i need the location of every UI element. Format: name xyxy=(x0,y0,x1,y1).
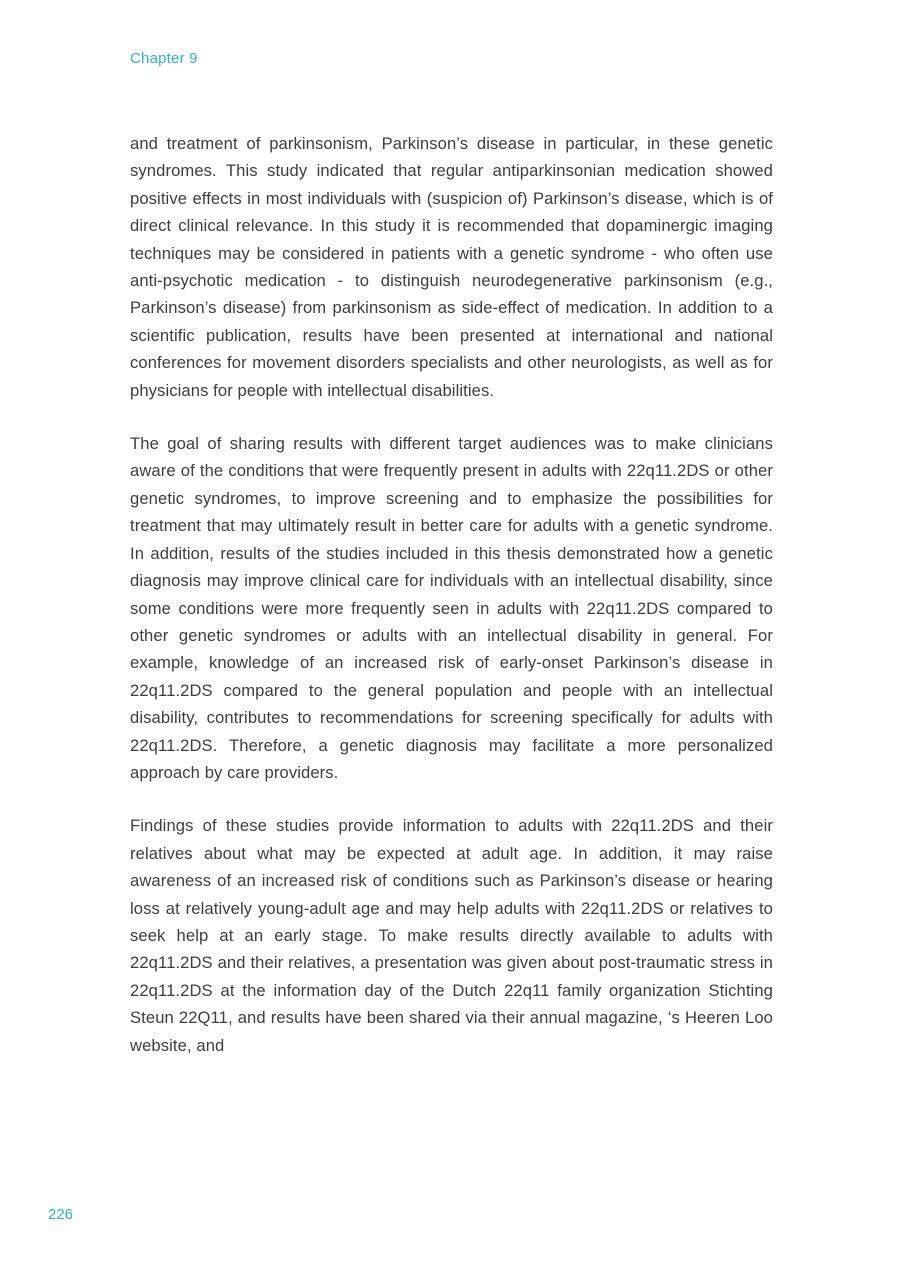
page-body-text xyxy=(130,130,773,1059)
paragraph-3: Findings of these studies provide information to adults with 22q11.2DS and their relatives about what may be expected at adult age. In addition, it may raise awareness of an increased risk of conditions such as Parkinson’s disease or hearing loss at relatively young-adult age and may help adults with 22q11.2DS or relatives to seek help at an early stage. To make results directly available to adults with 22q11.2DS and their relatives, a presentation was given about post-traumatic stress in 22q11.2DS at the information day of the Dutch 22q11 family organization Stichting Steun 22Q11, and results have been shared via their annual magazine, ‘s Heeren Loo website, and xyxy=(130,816,773,1055)
chapter-header: Chapter 9 xyxy=(130,50,198,67)
paragraph-1: and treatment of parkinsonism, Parkinson’s disease in particular, in these genetic syndromes. This study indicated that regular antiparkinsonian medication showed positive effects in most individuals with (suspicion of) Parkinson’s disease, which is of direct clinical relevance. In this study it is recommended that dopaminergic imaging techniques may be considered in patients with a genetic syndrome - who often use anti-psychotic medication - to distinguish neurodegenerative parkinsonism (e.g., Parkinson’s disease) from parkinsonism as side-effect of medication. In addition to a scientific publication, results have been presented at international and national conferences for movement disorders specialists and other neurologists, as well as for physicians for people with intellectual disabilities. xyxy=(130,134,773,400)
page-number: 226 xyxy=(48,1206,74,1223)
paragraph-2: The goal of sharing results with different target audiences was to make clinicians aware of the conditions that were frequently present in adults with 22q11.2DS or other genetic syndromes, to improve screening and to emphasize the possibilities for treatment that may ultimately result in better care for adults with a genetic syndrome. In addition, results of the studies included in this thesis demonstrated how a genetic diagnosis may improve clinical care for individuals with an intellectual disability, since some conditions were more frequently seen in adults with 22q11.2DS compared to other genetic syndromes or adults with an intellectual disability in general. For example, knowledge of an increased risk of early-onset Parkinson’s disease in 22q11.2DS compared to the general population and people with an intellectual disability, contributes to recommendations for screening specifically for adults with 22q11.2DS. Therefore, a genetic diagnosis may facilitate a more personalized approach by care providers. xyxy=(130,434,773,782)
